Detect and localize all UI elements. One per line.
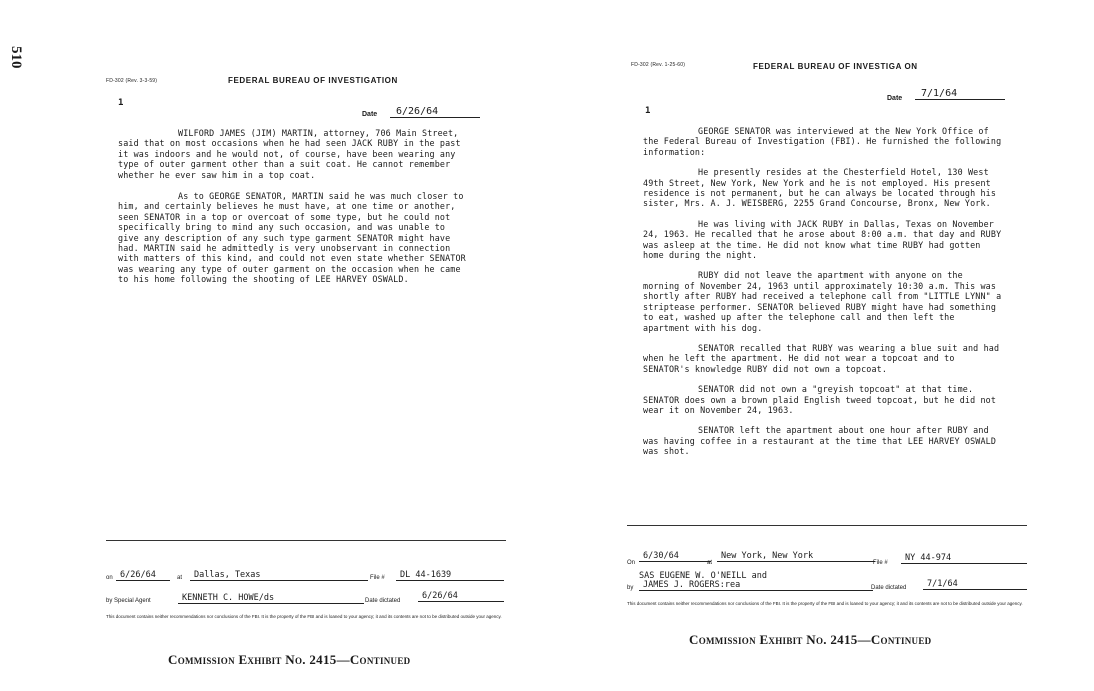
by-label: by (627, 585, 634, 591)
report-date: 7/1/64 (915, 88, 1005, 100)
page-indicator: 1 (645, 106, 651, 116)
file-label: File # (873, 560, 888, 566)
on-label: on (106, 575, 113, 581)
paragraph: He presently resides at the Chesterfield Hotel, 130 West 49th Street, New York, New York and he is not employed. His present residence is not permanent, but he can always be located through his sister, Mrs. A. J. WEISBERG, 2255 Grand Concourse, Bronx, New York. (643, 167, 997, 209)
at-label: at (707, 560, 713, 566)
paragraph: RUBY did not leave the apartment with anyone on the morning of November 24, 1963 until approximately 10:30 a.m. This was shortly after RUBY had received a telephone call from "LITTLE LYNN" a striptease performer. SENATOR believed RUBY might have had something to eat, washed up after the telephone call and then left the apartment with his dog. (643, 270, 1002, 333)
exhibit-caption: Commission Exhibit No. 2415—Continued (689, 632, 932, 647)
paragraph: SENATOR recalled that RUBY was wearing a blue suit and had when he left the apartment. He did not wear a topcoat and to SENATOR's knowledge RUBY did not own a topcoat. (643, 342, 1000, 374)
date-label: Date (362, 111, 378, 118)
paragraph: As to GEORGE SENATOR, MARTIN said he was much closer to him, and certainly believes he must have, at one time or another, seen SENATOR in a top or overcoat of some type, but he could not specifically bring to mind any such occasion, and was unable to give any description of any such type garment SENATOR might have had. MARTIN said he admittedly is very unobservant in connection with matters of this kind, and could not even state whether SENATOR was wearing any type of outer garment on the occasion when he came to his home following the shooting of LEE HARVEY OSWALD. (118, 191, 466, 285)
disclaimer: This document contains neither recommendations nor conclusions of the FBI. It is the property of the FBI and is loaned to your agency; it and its contents are not to be distributed outside your agency. (106, 614, 502, 619)
divider (627, 525, 1027, 526)
dictated-label: Date dictated (871, 585, 907, 591)
paragraph: WILFORD JAMES (JIM) MARTIN, attorney, 706 Main Street, said that on most occasions when he had seen JACK RUBY in the past it was indoors and he would not, of course, have been wearing any type of outer garment other than a suit coat. He cannot remember whether he ever saw him in a top coat. (118, 128, 461, 180)
form-number: FD-302 (Rev. 3-3-59) (106, 78, 158, 84)
paragraph: SENATOR left the apartment about one hour after RUBY and was having coffee in a restaurant at the time that LEE HARVEY OSWALD was shot. (643, 425, 997, 457)
report-header: FEDERAL BUREAU OF INVESTIGA ON (753, 62, 918, 71)
file-number: DL 44-1639 (396, 570, 504, 581)
special-agent: JAMES J. ROGERS:rea (639, 580, 873, 591)
by-label: by Special Agent (106, 598, 151, 604)
interview-location: New York, New York (717, 551, 875, 562)
interview-date: 6/30/64 (639, 551, 711, 562)
dictated-label: Date dictated (365, 598, 401, 604)
page-number: 510 (8, 46, 24, 69)
interview-location: Dallas, Texas (190, 570, 368, 581)
report-header: FEDERAL BUREAU OF INVESTIGATION (228, 76, 398, 85)
paragraph: SENATOR did not own a "greyish topcoat" at that time. SENATOR does own a brown plaid English tweed topcoat, but he did not wear it on November 24, 1963. (643, 384, 997, 415)
file-number: NY 44-974 (901, 553, 1027, 564)
interview-date: 6/26/64 (116, 570, 170, 581)
page-indicator: 1 (118, 98, 124, 108)
fbi-report-right (625, 0, 1045, 691)
on-label: On (627, 560, 636, 566)
exhibit-caption: Commission Exhibit No. 2415—Continued (168, 652, 411, 667)
file-label: File # (370, 575, 385, 581)
disclaimer: This document contains neither recommendations nor conclusions of the FBI. It is the property of the FBI and is loaned to your agency; it and its contents are not to be distributed outside your agency. (627, 601, 1023, 606)
date-dictated: 7/1/64 (923, 579, 1027, 590)
at-label: at (177, 575, 183, 581)
special-agent: KENNETH C. HOWE/ds (178, 593, 364, 604)
paragraph: He was living with JACK RUBY in Dallas, Texas on November 24, 1963. He recalled that he arose about 8:00 a.m. that day and RUBY was asleep at the time. He did not know what time RUBY had gotten home during the night. (643, 218, 1002, 261)
form-number: FD-302 (Rev. 1-25-60) (631, 62, 686, 68)
fbi-report-left (100, 0, 520, 691)
date-label: Date (887, 95, 903, 102)
report-body (118, 128, 470, 296)
divider (106, 540, 506, 541)
date-dictated: 6/26/64 (418, 591, 504, 602)
report-body (643, 126, 1003, 467)
paragraph: GEORGE SENATOR was interviewed at the New York Office of the Federal Bureau of Investigation (FBI). He furnished the following information: (643, 126, 1002, 157)
report-date: 6/26/64 (390, 106, 480, 118)
agent-line-1: SAS EUGENE W. O'NEILL and (639, 571, 767, 581)
